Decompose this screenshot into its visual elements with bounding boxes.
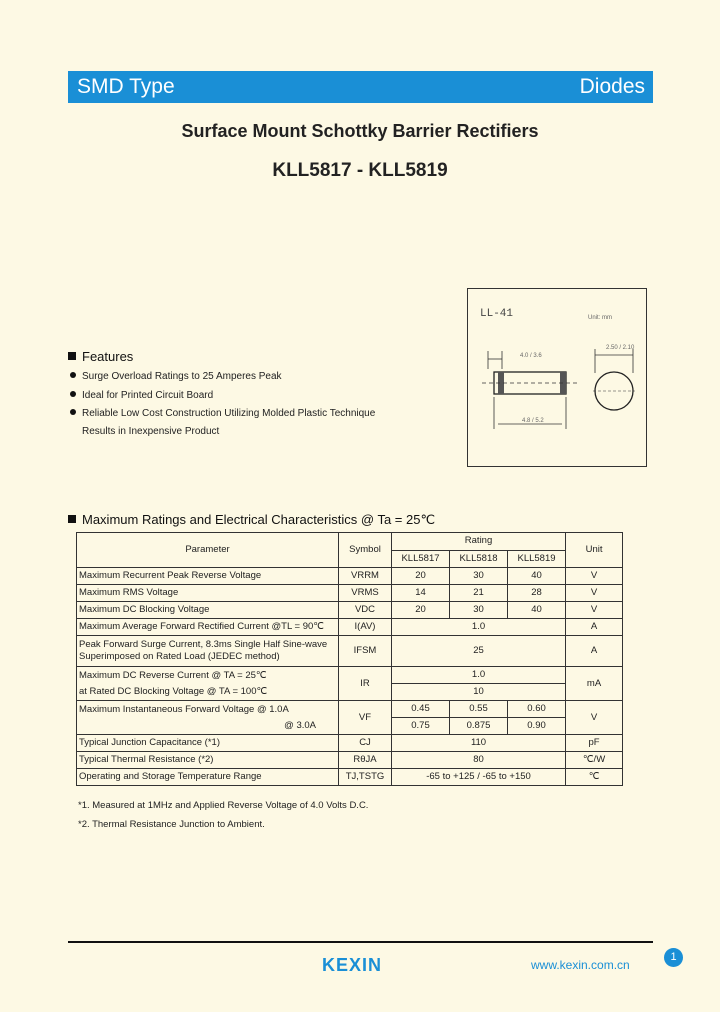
website-link[interactable]: www.kexin.com.cn (531, 958, 630, 972)
row-symbol: VRRM (339, 568, 392, 585)
table-row (77, 701, 623, 718)
part-number-title: KLL5817 - KLL5819 (272, 160, 448, 181)
package-svg (468, 289, 646, 466)
row-symbol: VF (339, 701, 392, 735)
kexin-logo: KEXIN (322, 955, 383, 975)
row-symbol: RθJA (339, 752, 392, 769)
square-bullet-icon (68, 515, 76, 523)
row-param-line: Peak Forward Surge Current, 8.3ms Single Half Sine-wave (79, 639, 328, 650)
doc-title: Surface Mount Schottky Barrier Rectifiers (181, 121, 539, 141)
row-param-line: Maximum Instantaneous Forward Voltage @ 1.0A (79, 703, 289, 715)
package-drawing (467, 288, 647, 467)
row-param: Maximum Recurrent Peak Reverse Voltage (77, 568, 339, 585)
header-rating: Rating (392, 533, 566, 551)
row-value: 10 (392, 684, 566, 701)
row-value: 0.60 (508, 701, 566, 718)
row-param-line: at Rated DC Blocking Voltage @ TA = 100℃ (79, 685, 268, 697)
row-value: 110 (392, 735, 566, 752)
table-row (77, 585, 623, 602)
header-model: KLL5817 (392, 550, 450, 568)
table-row (77, 735, 623, 752)
row-param: Typical Thermal Resistance (*2) (77, 752, 339, 769)
row-value: 30 (450, 568, 508, 585)
row-value: 28 (508, 585, 566, 602)
bullet-icon (70, 409, 76, 415)
row-param (77, 667, 339, 701)
table-header-row (77, 533, 623, 551)
dim-top-label: 4.0 / 3.6 (520, 353, 542, 359)
row-value: 80 (392, 752, 566, 769)
bullet-icon (70, 372, 76, 378)
row-param: Typical Junction Capacitance (*1) (77, 735, 339, 752)
table-row (77, 769, 623, 786)
dim-diam-label: 2.50 / 2.10 (606, 345, 635, 351)
feature-item-continuation: Results in Inexpensive Product (82, 426, 220, 437)
row-unit: V (566, 602, 623, 619)
row-unit: pF (566, 735, 623, 752)
row-param-line: Maximum DC Reverse Current @ TA = 25℃ (79, 669, 267, 681)
row-param-line: Superimposed on Rated Load (JEDEC method) (79, 651, 280, 662)
row-unit: V (566, 585, 623, 602)
row-value: 20 (392, 568, 450, 585)
ratings-table (76, 532, 623, 786)
row-value: 0.875 (450, 718, 508, 735)
header-unit: Unit (566, 533, 623, 568)
table-row (77, 752, 623, 769)
package-name: LL-41 (480, 308, 514, 320)
header-model: KLL5819 (508, 550, 566, 568)
row-value: -65 to +125 / -65 to +150 (392, 769, 566, 786)
row-value: 30 (450, 602, 508, 619)
header-symbol: Symbol (339, 533, 392, 568)
row-value: 1.0 (392, 619, 566, 636)
row-value: 40 (508, 568, 566, 585)
dim-bottom-label: 4.8 / 5.2 (522, 418, 544, 424)
package-unit: Unit: mm (588, 315, 612, 321)
row-unit: mA (566, 667, 623, 701)
square-bullet-icon (68, 352, 76, 360)
row-value: 0.45 (392, 701, 450, 718)
row-value: 20 (392, 602, 450, 619)
header-model: KLL5818 (450, 550, 508, 568)
table-row (77, 602, 623, 619)
header-parameter: Parameter (77, 533, 339, 568)
footnote: *2. Thermal Resistance Junction to Ambient. (78, 819, 265, 830)
row-symbol: TJ,TSTG (339, 769, 392, 786)
row-unit: V (566, 568, 623, 585)
bullet-icon (70, 391, 76, 397)
row-param: Maximum RMS Voltage (77, 585, 339, 602)
table-row (77, 619, 623, 636)
row-param-line: @ 3.0A (284, 719, 316, 731)
row-param: Maximum DC Blocking Voltage (77, 602, 339, 619)
row-value: 40 (508, 602, 566, 619)
features-heading: Features (68, 349, 133, 364)
header-left: SMD Type (77, 75, 175, 98)
row-unit: V (566, 701, 623, 735)
header-banner (68, 71, 653, 103)
header-right: Diodes (579, 75, 645, 98)
footer-divider (68, 941, 653, 943)
row-unit: ℃/W (566, 752, 623, 769)
row-symbol: I(AV) (339, 619, 392, 636)
row-unit: ℃ (566, 769, 623, 786)
footnote: *1. Measured at 1MHz and Applied Reverse Voltage of 4.0 Volts D.C. (78, 800, 369, 811)
row-value: 21 (450, 585, 508, 602)
page-number: 1 (664, 948, 683, 967)
feature-item: Surge Overload Ratings to 25 Amperes Peak (70, 371, 282, 382)
row-unit: A (566, 619, 623, 636)
row-value: 0.55 (450, 701, 508, 718)
feature-item: Reliable Low Cost Construction Utilizing Molded Plastic Technique (70, 408, 375, 419)
row-value: 25 (392, 636, 566, 667)
table-row (77, 667, 623, 684)
row-value: 0.75 (392, 718, 450, 735)
row-symbol: VRMS (339, 585, 392, 602)
row-value: 14 (392, 585, 450, 602)
feature-item: Ideal for Printed Circuit Board (70, 390, 213, 401)
table-row (77, 568, 623, 585)
row-param (77, 636, 339, 667)
row-symbol: IR (339, 667, 392, 701)
row-symbol: CJ (339, 735, 392, 752)
row-value: 0.90 (508, 718, 566, 735)
row-param (77, 701, 339, 735)
ratings-heading: Maximum Ratings and Electrical Characteristics @ Ta = 25℃ (68, 512, 435, 528)
row-symbol: IFSM (339, 636, 392, 667)
row-param: Operating and Storage Temperature Range (77, 769, 339, 786)
row-symbol: VDC (339, 602, 392, 619)
table-row (77, 636, 623, 667)
row-value: 1.0 (392, 667, 566, 684)
row-param: Maximum Average Forward Rectified Current @TL = 90℃ (77, 619, 339, 636)
row-unit: A (566, 636, 623, 667)
